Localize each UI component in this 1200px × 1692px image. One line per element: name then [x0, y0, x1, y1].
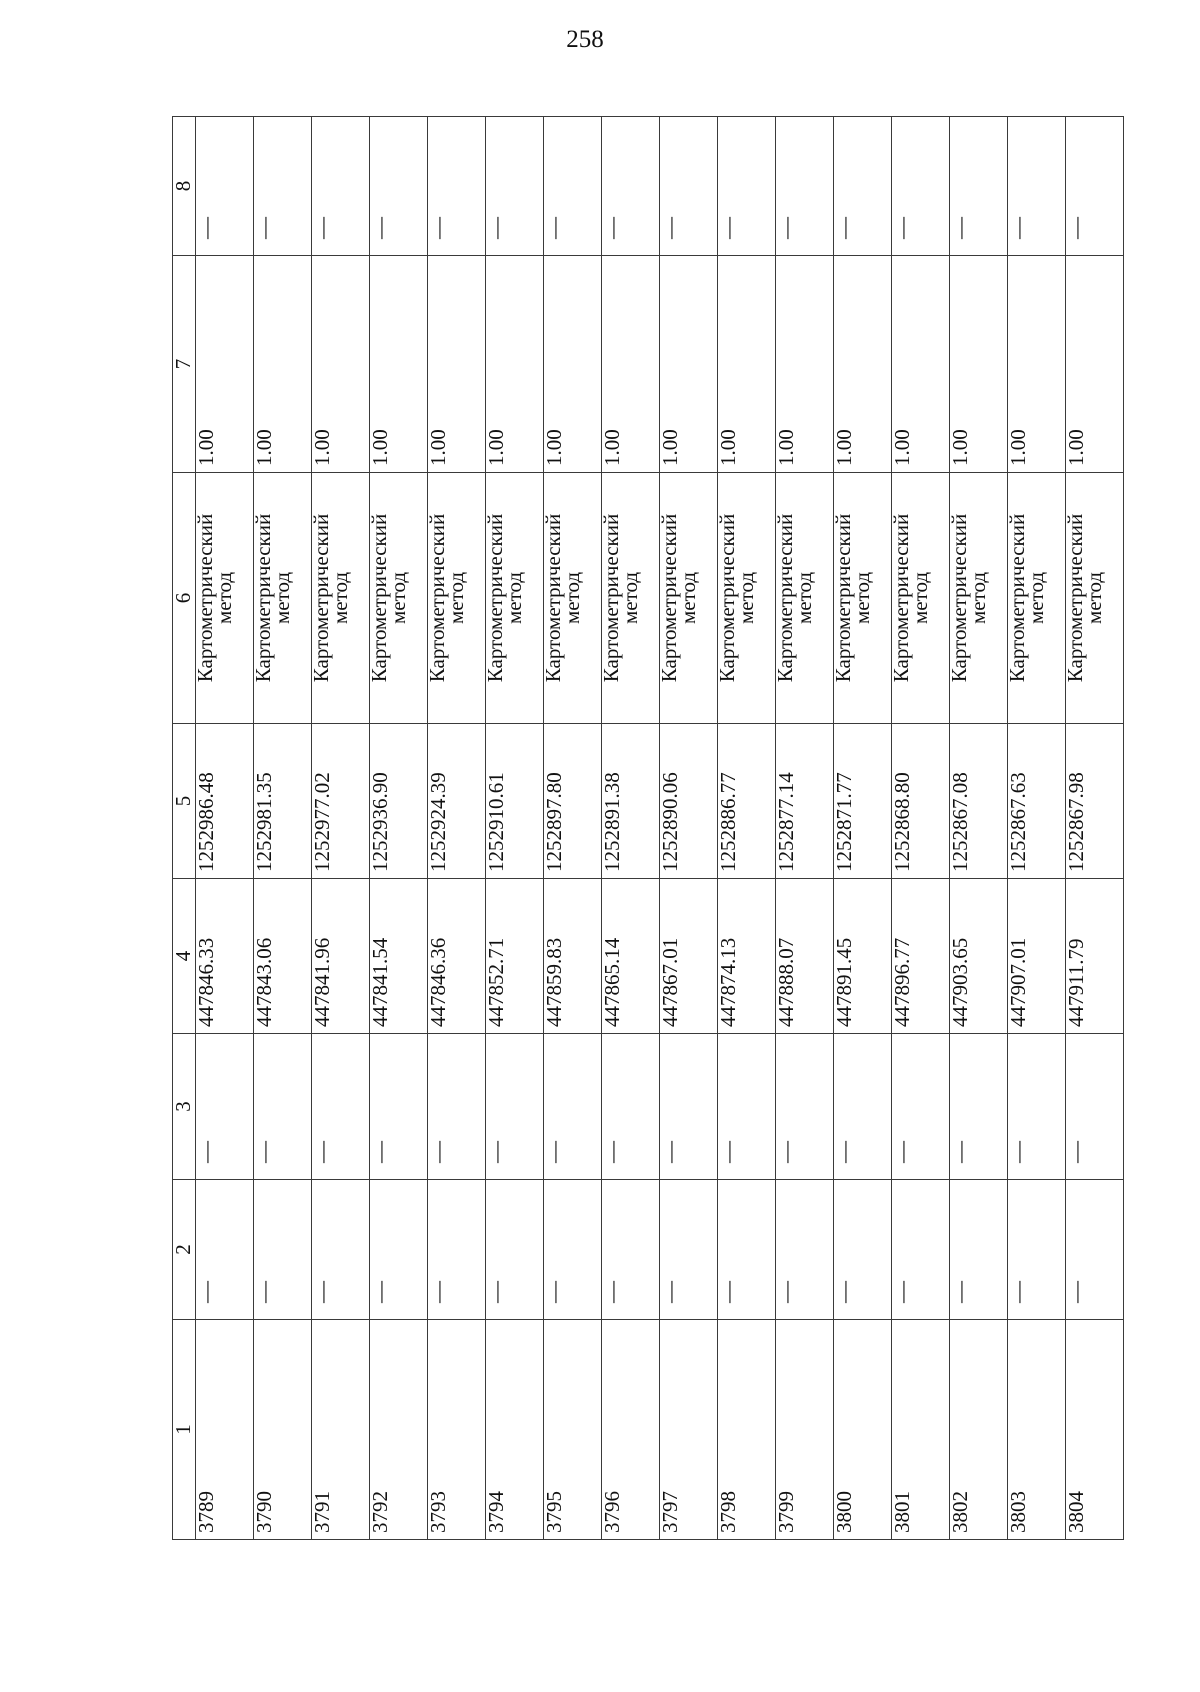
- table-frame: [172, 117, 1111, 1540]
- dash-mark: —: [309, 1281, 334, 1303]
- dash-mark: —: [599, 1281, 624, 1303]
- method-line-2: метод: [1082, 571, 1106, 625]
- column-8-cell: [425, 117, 486, 256]
- x-coordinate-cell: 447859.83: [544, 879, 602, 1034]
- dash-mark: —: [831, 1281, 856, 1303]
- method-line-2: метод: [734, 571, 758, 625]
- dash-mark: —: [657, 1141, 682, 1163]
- accuracy-cell: 1.00: [602, 256, 660, 473]
- column-3-cell: [251, 1034, 312, 1180]
- point-number-cell: 3800: [834, 1320, 892, 1540]
- method-line-1: Картометрический: [773, 513, 797, 683]
- column-2-cell: [889, 1180, 950, 1320]
- accuracy-cell: 1.00: [428, 256, 486, 473]
- method-line-1: Картометрический: [889, 513, 913, 683]
- dash-mark: —: [889, 1281, 914, 1303]
- x-coordinate-cell: 447841.96: [312, 879, 370, 1034]
- point-number-cell: 3790: [254, 1320, 312, 1540]
- column-2-cell: [193, 1180, 254, 1320]
- dash-mark: —: [367, 217, 392, 239]
- method-cell: [599, 473, 660, 724]
- x-coordinate-cell: 447896.77: [892, 879, 950, 1034]
- table-row: [254, 117, 312, 1540]
- table-row: [834, 117, 892, 1540]
- y-coordinate-cell: 1252891.38: [602, 724, 660, 879]
- dash-mark: —: [1063, 217, 1088, 239]
- column-3-cell: [947, 1034, 1008, 1180]
- y-coordinate-cell: 1252910.61: [486, 724, 544, 879]
- method-line-2: метод: [386, 571, 410, 625]
- table-row: [892, 117, 950, 1540]
- method-line-2: метод: [850, 571, 874, 625]
- y-coordinate-cell: 1252886.77: [718, 724, 776, 879]
- column-2-cell: [947, 1180, 1008, 1320]
- method-cell: [367, 473, 428, 724]
- column-3-cell: [599, 1034, 660, 1180]
- method-line-1: Картометрический: [831, 513, 855, 683]
- column-8-cell: [1063, 117, 1124, 256]
- method-line-2: метод: [618, 571, 642, 625]
- column-2-cell: [599, 1180, 660, 1320]
- accuracy-cell: 1.00: [718, 256, 776, 473]
- dash-mark: —: [309, 217, 334, 239]
- point-number-cell: 3794: [486, 1320, 544, 1540]
- method-line-2: метод: [966, 571, 990, 625]
- x-coordinate-cell: 447888.07: [776, 879, 834, 1034]
- method-line-2: метод: [560, 571, 584, 625]
- method-cell: [889, 473, 950, 724]
- x-coordinate-cell: 447891.45: [834, 879, 892, 1034]
- column-2-cell: [773, 1180, 834, 1320]
- dash-mark: —: [483, 1281, 508, 1303]
- accuracy-cell: 1.00: [254, 256, 312, 473]
- dash-mark: —: [773, 1141, 798, 1163]
- dash-mark: —: [1063, 1141, 1088, 1163]
- dash-mark: —: [251, 217, 276, 239]
- dash-mark: —: [193, 1141, 218, 1163]
- column-2-cell: [1063, 1180, 1124, 1320]
- method-cell: [831, 473, 892, 724]
- accuracy-cell: 1.00: [544, 256, 602, 473]
- x-coordinate-cell: 447907.01: [1008, 879, 1066, 1034]
- accuracy-cell: 1.00: [834, 256, 892, 473]
- dash-mark: —: [483, 1141, 508, 1163]
- x-coordinate-cell: 447843.06: [254, 879, 312, 1034]
- column-8-cell: [193, 117, 254, 256]
- y-coordinate-cell: 1252890.06: [660, 724, 718, 879]
- method-line-1: Картометрический: [483, 513, 507, 683]
- dash-mark: —: [773, 1281, 798, 1303]
- method-line-2: метод: [270, 571, 294, 625]
- y-coordinate-cell: 1252981.35: [254, 724, 312, 879]
- dash-mark: —: [1005, 217, 1030, 239]
- y-coordinate-cell: 1252877.14: [776, 724, 834, 879]
- header-cell: 5: [173, 724, 196, 879]
- column-2-cell: [831, 1180, 892, 1320]
- method-line-1: Картометрический: [251, 513, 275, 683]
- header-cell: 3: [173, 1034, 196, 1180]
- point-number-cell: 3795: [544, 1320, 602, 1540]
- column-8-cell: [483, 117, 544, 256]
- dash-mark: —: [1063, 1281, 1088, 1303]
- y-coordinate-cell: 1252867.63: [1008, 724, 1066, 879]
- table-row: [718, 117, 776, 1540]
- dash-mark: —: [947, 1281, 972, 1303]
- point-number-cell: 3791: [312, 1320, 370, 1540]
- dash-mark: —: [1005, 1281, 1030, 1303]
- column-3-cell: [425, 1034, 486, 1180]
- method-cell: [309, 473, 370, 724]
- column-2-cell: [367, 1180, 428, 1320]
- method-cell: [483, 473, 544, 724]
- column-3-cell: [1005, 1034, 1066, 1180]
- column-2-cell: [715, 1180, 776, 1320]
- accuracy-cell: 1.00: [370, 256, 428, 473]
- method-line-2: метод: [908, 571, 932, 625]
- point-number-cell: 3792: [370, 1320, 428, 1540]
- dash-mark: —: [483, 217, 508, 239]
- y-coordinate-cell: 1252867.08: [950, 724, 1008, 879]
- dash-mark: —: [947, 1141, 972, 1163]
- column-3-cell: [367, 1034, 428, 1180]
- page-number: 258: [566, 26, 604, 53]
- column-8-cell: [367, 117, 428, 256]
- column-3-cell: [657, 1034, 718, 1180]
- method-cell: [773, 473, 834, 724]
- column-3-cell: [773, 1034, 834, 1180]
- column-8-cell: [599, 117, 660, 256]
- accuracy-cell: 1.00: [660, 256, 718, 473]
- method-line-1: Картометрический: [367, 513, 391, 683]
- accuracy-cell: 1.00: [312, 256, 370, 473]
- accuracy-cell: 1.00: [892, 256, 950, 473]
- header-cell: 4: [173, 879, 196, 1034]
- dash-mark: —: [541, 1281, 566, 1303]
- column-3-cell: [1063, 1034, 1124, 1180]
- x-coordinate-cell: 447852.71: [486, 879, 544, 1034]
- y-coordinate-cell: 1252867.98: [1066, 724, 1124, 879]
- header-cell: 6: [173, 473, 196, 724]
- point-number-cell: 3799: [776, 1320, 834, 1540]
- header-cell: 7: [173, 256, 196, 473]
- header-cell: 2: [173, 1180, 196, 1320]
- point-number-cell: 3789: [196, 1320, 254, 1540]
- dash-mark: —: [193, 217, 218, 239]
- method-line-2: метод: [328, 571, 352, 625]
- x-coordinate-cell: 447846.33: [196, 879, 254, 1034]
- dash-mark: —: [889, 217, 914, 239]
- column-8-cell: [1005, 117, 1066, 256]
- table-row: [544, 117, 602, 1540]
- method-cell: [715, 473, 776, 724]
- point-number-cell: 3801: [892, 1320, 950, 1540]
- dash-mark: —: [599, 217, 624, 239]
- table-row: [602, 117, 660, 1540]
- method-cell: [541, 473, 602, 724]
- dash-mark: —: [773, 217, 798, 239]
- method-line-2: метод: [792, 571, 816, 625]
- method-line-1: Картометрический: [715, 513, 739, 683]
- x-coordinate-cell: 447867.01: [660, 879, 718, 1034]
- method-line-2: метод: [212, 571, 236, 625]
- dash-mark: —: [715, 217, 740, 239]
- method-line-1: Картометрический: [309, 513, 333, 683]
- point-number-cell: 3793: [428, 1320, 486, 1540]
- x-coordinate-cell: 447865.14: [602, 879, 660, 1034]
- method-line-1: Картометрический: [1063, 513, 1087, 683]
- dash-mark: —: [309, 1141, 334, 1163]
- dash-mark: —: [599, 1141, 624, 1163]
- y-coordinate-cell: 1252868.80: [892, 724, 950, 879]
- table-row: [312, 117, 370, 1540]
- y-coordinate-cell: 1252924.39: [428, 724, 486, 879]
- point-number-cell: 3798: [718, 1320, 776, 1540]
- column-8-cell: [831, 117, 892, 256]
- rotated-table: [172, 117, 1111, 1540]
- column-8-cell: [889, 117, 950, 256]
- method-cell: [425, 473, 486, 724]
- accuracy-cell: 1.00: [776, 256, 834, 473]
- point-number-cell: 3804: [1066, 1320, 1124, 1540]
- dash-mark: —: [193, 1281, 218, 1303]
- method-cell: [1063, 473, 1124, 724]
- column-3-cell: [541, 1034, 602, 1180]
- point-number-cell: 3797: [660, 1320, 718, 1540]
- y-coordinate-cell: 1252897.80: [544, 724, 602, 879]
- dash-mark: —: [367, 1281, 392, 1303]
- dash-mark: —: [889, 1141, 914, 1163]
- method-cell: [657, 473, 718, 724]
- method-line-2: метод: [502, 571, 526, 625]
- table-row: [486, 117, 544, 1540]
- method-line-1: Картометрический: [657, 513, 681, 683]
- table-row: [776, 117, 834, 1540]
- method-line-1: Картометрический: [541, 513, 565, 683]
- dash-mark: —: [831, 1141, 856, 1163]
- accuracy-cell: 1.00: [950, 256, 1008, 473]
- method-cell: [1005, 473, 1066, 724]
- accuracy-cell: 1.00: [196, 256, 254, 473]
- table-header-row: [173, 117, 196, 1540]
- y-coordinate-cell: 1252986.48: [196, 724, 254, 879]
- column-8-cell: [947, 117, 1008, 256]
- column-2-cell: [1005, 1180, 1066, 1320]
- point-number-cell: 3803: [1008, 1320, 1066, 1540]
- header-cell: 8: [173, 117, 196, 256]
- x-coordinate-cell: 447874.13: [718, 879, 776, 1034]
- dash-mark: —: [715, 1281, 740, 1303]
- method-line-1: Картометрический: [599, 513, 623, 683]
- column-3-cell: [889, 1034, 950, 1180]
- dash-mark: —: [657, 1281, 682, 1303]
- dash-mark: —: [425, 1141, 450, 1163]
- method-line-2: метод: [1024, 571, 1048, 625]
- column-8-cell: [251, 117, 312, 256]
- header-cell: 1: [173, 1320, 196, 1540]
- x-coordinate-cell: 447903.65: [950, 879, 1008, 1034]
- dash-mark: —: [251, 1141, 276, 1163]
- point-number-cell: 3802: [950, 1320, 1008, 1540]
- y-coordinate-cell: 1252871.77: [834, 724, 892, 879]
- column-3-cell: [483, 1034, 544, 1180]
- column-3-cell: [309, 1034, 370, 1180]
- y-coordinate-cell: 1252977.02: [312, 724, 370, 879]
- method-line-2: метод: [676, 571, 700, 625]
- table-row: [370, 117, 428, 1540]
- column-2-cell: [425, 1180, 486, 1320]
- table-row: [196, 117, 254, 1540]
- x-coordinate-cell: 447911.79: [1066, 879, 1124, 1034]
- dash-mark: —: [947, 217, 972, 239]
- accuracy-cell: 1.00: [1008, 256, 1066, 473]
- y-coordinate-cell: 1252936.90: [370, 724, 428, 879]
- method-cell: [193, 473, 254, 724]
- x-coordinate-cell: 447846.36: [428, 879, 486, 1034]
- dash-mark: —: [541, 217, 566, 239]
- table-row: [950, 117, 1008, 1540]
- method-cell: [251, 473, 312, 724]
- column-8-cell: [541, 117, 602, 256]
- column-2-cell: [541, 1180, 602, 1320]
- dash-mark: —: [1005, 1141, 1030, 1163]
- x-coordinate-cell: 447841.54: [370, 879, 428, 1034]
- dash-mark: —: [251, 1281, 276, 1303]
- dash-mark: —: [367, 1141, 392, 1163]
- column-8-cell: [657, 117, 718, 256]
- column-3-cell: [715, 1034, 776, 1180]
- accuracy-cell: 1.00: [486, 256, 544, 473]
- dash-mark: —: [715, 1141, 740, 1163]
- column-2-cell: [657, 1180, 718, 1320]
- column-3-cell: [193, 1034, 254, 1180]
- dash-mark: —: [657, 217, 682, 239]
- point-number-cell: 3796: [602, 1320, 660, 1540]
- column-8-cell: [309, 117, 370, 256]
- column-2-cell: [483, 1180, 544, 1320]
- column-8-cell: [773, 117, 834, 256]
- coordinates-table: [172, 116, 1124, 1540]
- method-line-2: метод: [444, 571, 468, 625]
- table-row: [1066, 117, 1124, 1540]
- column-2-cell: [309, 1180, 370, 1320]
- method-cell: [947, 473, 1008, 724]
- dash-mark: —: [541, 1141, 566, 1163]
- column-2-cell: [251, 1180, 312, 1320]
- table-row: [428, 117, 486, 1540]
- method-line-1: Картометрический: [947, 513, 971, 683]
- dash-mark: —: [425, 1281, 450, 1303]
- table-row: [660, 117, 718, 1540]
- method-line-1: Картометрический: [193, 513, 217, 683]
- column-3-cell: [831, 1034, 892, 1180]
- table-row: [1008, 117, 1066, 1540]
- dash-mark: —: [831, 217, 856, 239]
- method-line-1: Картометрический: [425, 513, 449, 683]
- accuracy-cell: 1.00: [1066, 256, 1124, 473]
- method-line-1: Картометрический: [1005, 513, 1029, 683]
- column-8-cell: [715, 117, 776, 256]
- dash-mark: —: [425, 217, 450, 239]
